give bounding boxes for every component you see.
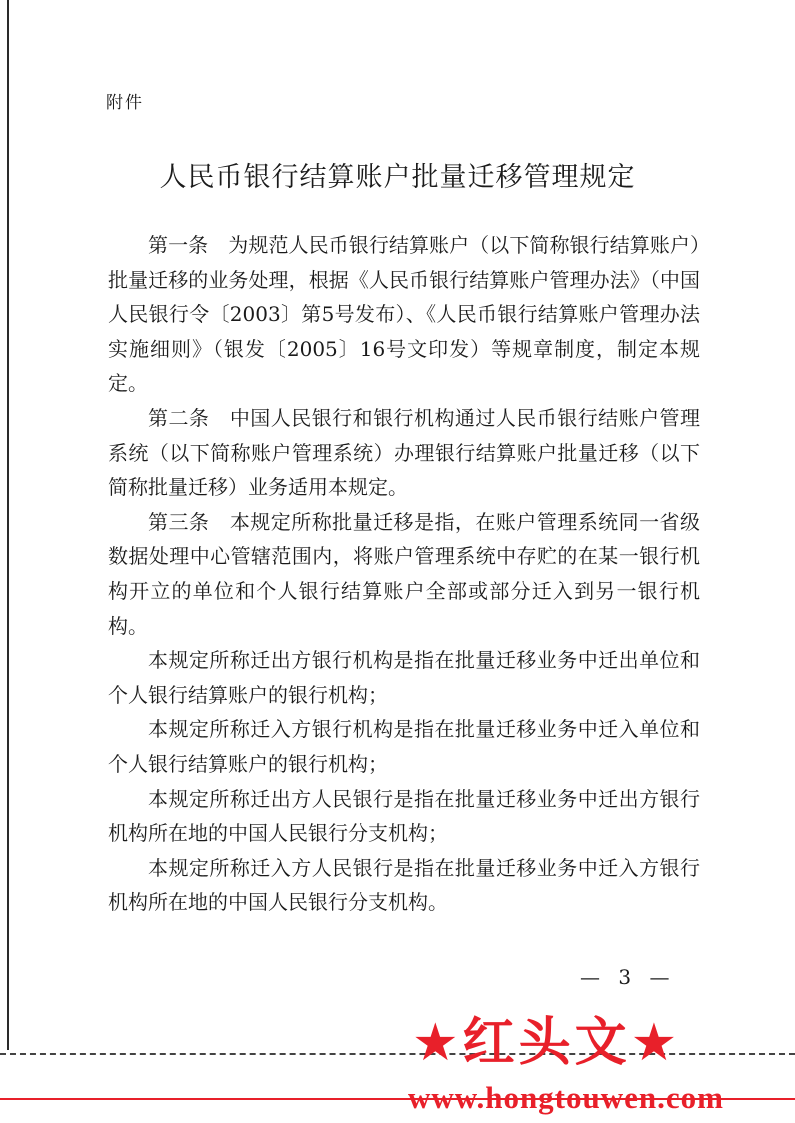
paragraph-outgoing-pboc: 本规定所称迁出方人民银行是指在批量迁移业务中迁出方银行机构所在地的中国人民银行分支机构；	[108, 786, 700, 846]
paragraph-article-2: 第二条 中国人民银行和银行机构通过人民币银行结账户管理系统（以下简称账户管理系统）办理银行结算账户批量迁移（以下简称批量迁移）业务适用本规定。	[108, 405, 700, 500]
attachment-label: 附件	[106, 93, 144, 113]
document-body	[108, 228, 700, 920]
paragraph-article-1: 第一条 为规范人民币银行结算账户（以下简称银行结算账户）批量迁移的业务处理，根据《人民币银行结算账户管理办法》（中国人民银行令〔2003〕第5号发布）、《人民币银行结算账户管理办法实施细则》（银发〔2005〕16号文印发）等规章制度，制定本规定。	[108, 233, 700, 396]
page-number: — 3 —	[580, 965, 676, 989]
paragraph-incoming-pboc: 本规定所称迁入方人民银行是指在批量迁移业务中迁入方银行机构所在地的中国人民银行分支机构。	[108, 855, 700, 915]
paragraph-incoming-bank: 本规定所称迁入方银行机构是指在批量迁移业务中迁入单位和个人银行结算账户的银行机构；	[108, 717, 700, 776]
watermark-url: www.hongtouwen.com	[408, 1080, 724, 1115]
document-title: 人民币银行结算账户批量迁移管理规定	[159, 162, 636, 193]
paragraph-outgoing-bank: 本规定所称迁出方银行机构是指在批量迁移业务中迁出单位和个人银行结算账户的银行机构；	[108, 648, 700, 707]
watermark-title: ★红头文★	[412, 1013, 682, 1073]
paragraph-article-3: 第三条 本规定所称批量迁移是指，在账户管理系统同一省级数据处理中心管辖范围内，将账户管理系统中存贮的在某一银行机构开立的单位和个人银行结算账户全部或部分迁入到另一银行机构。	[108, 509, 700, 638]
